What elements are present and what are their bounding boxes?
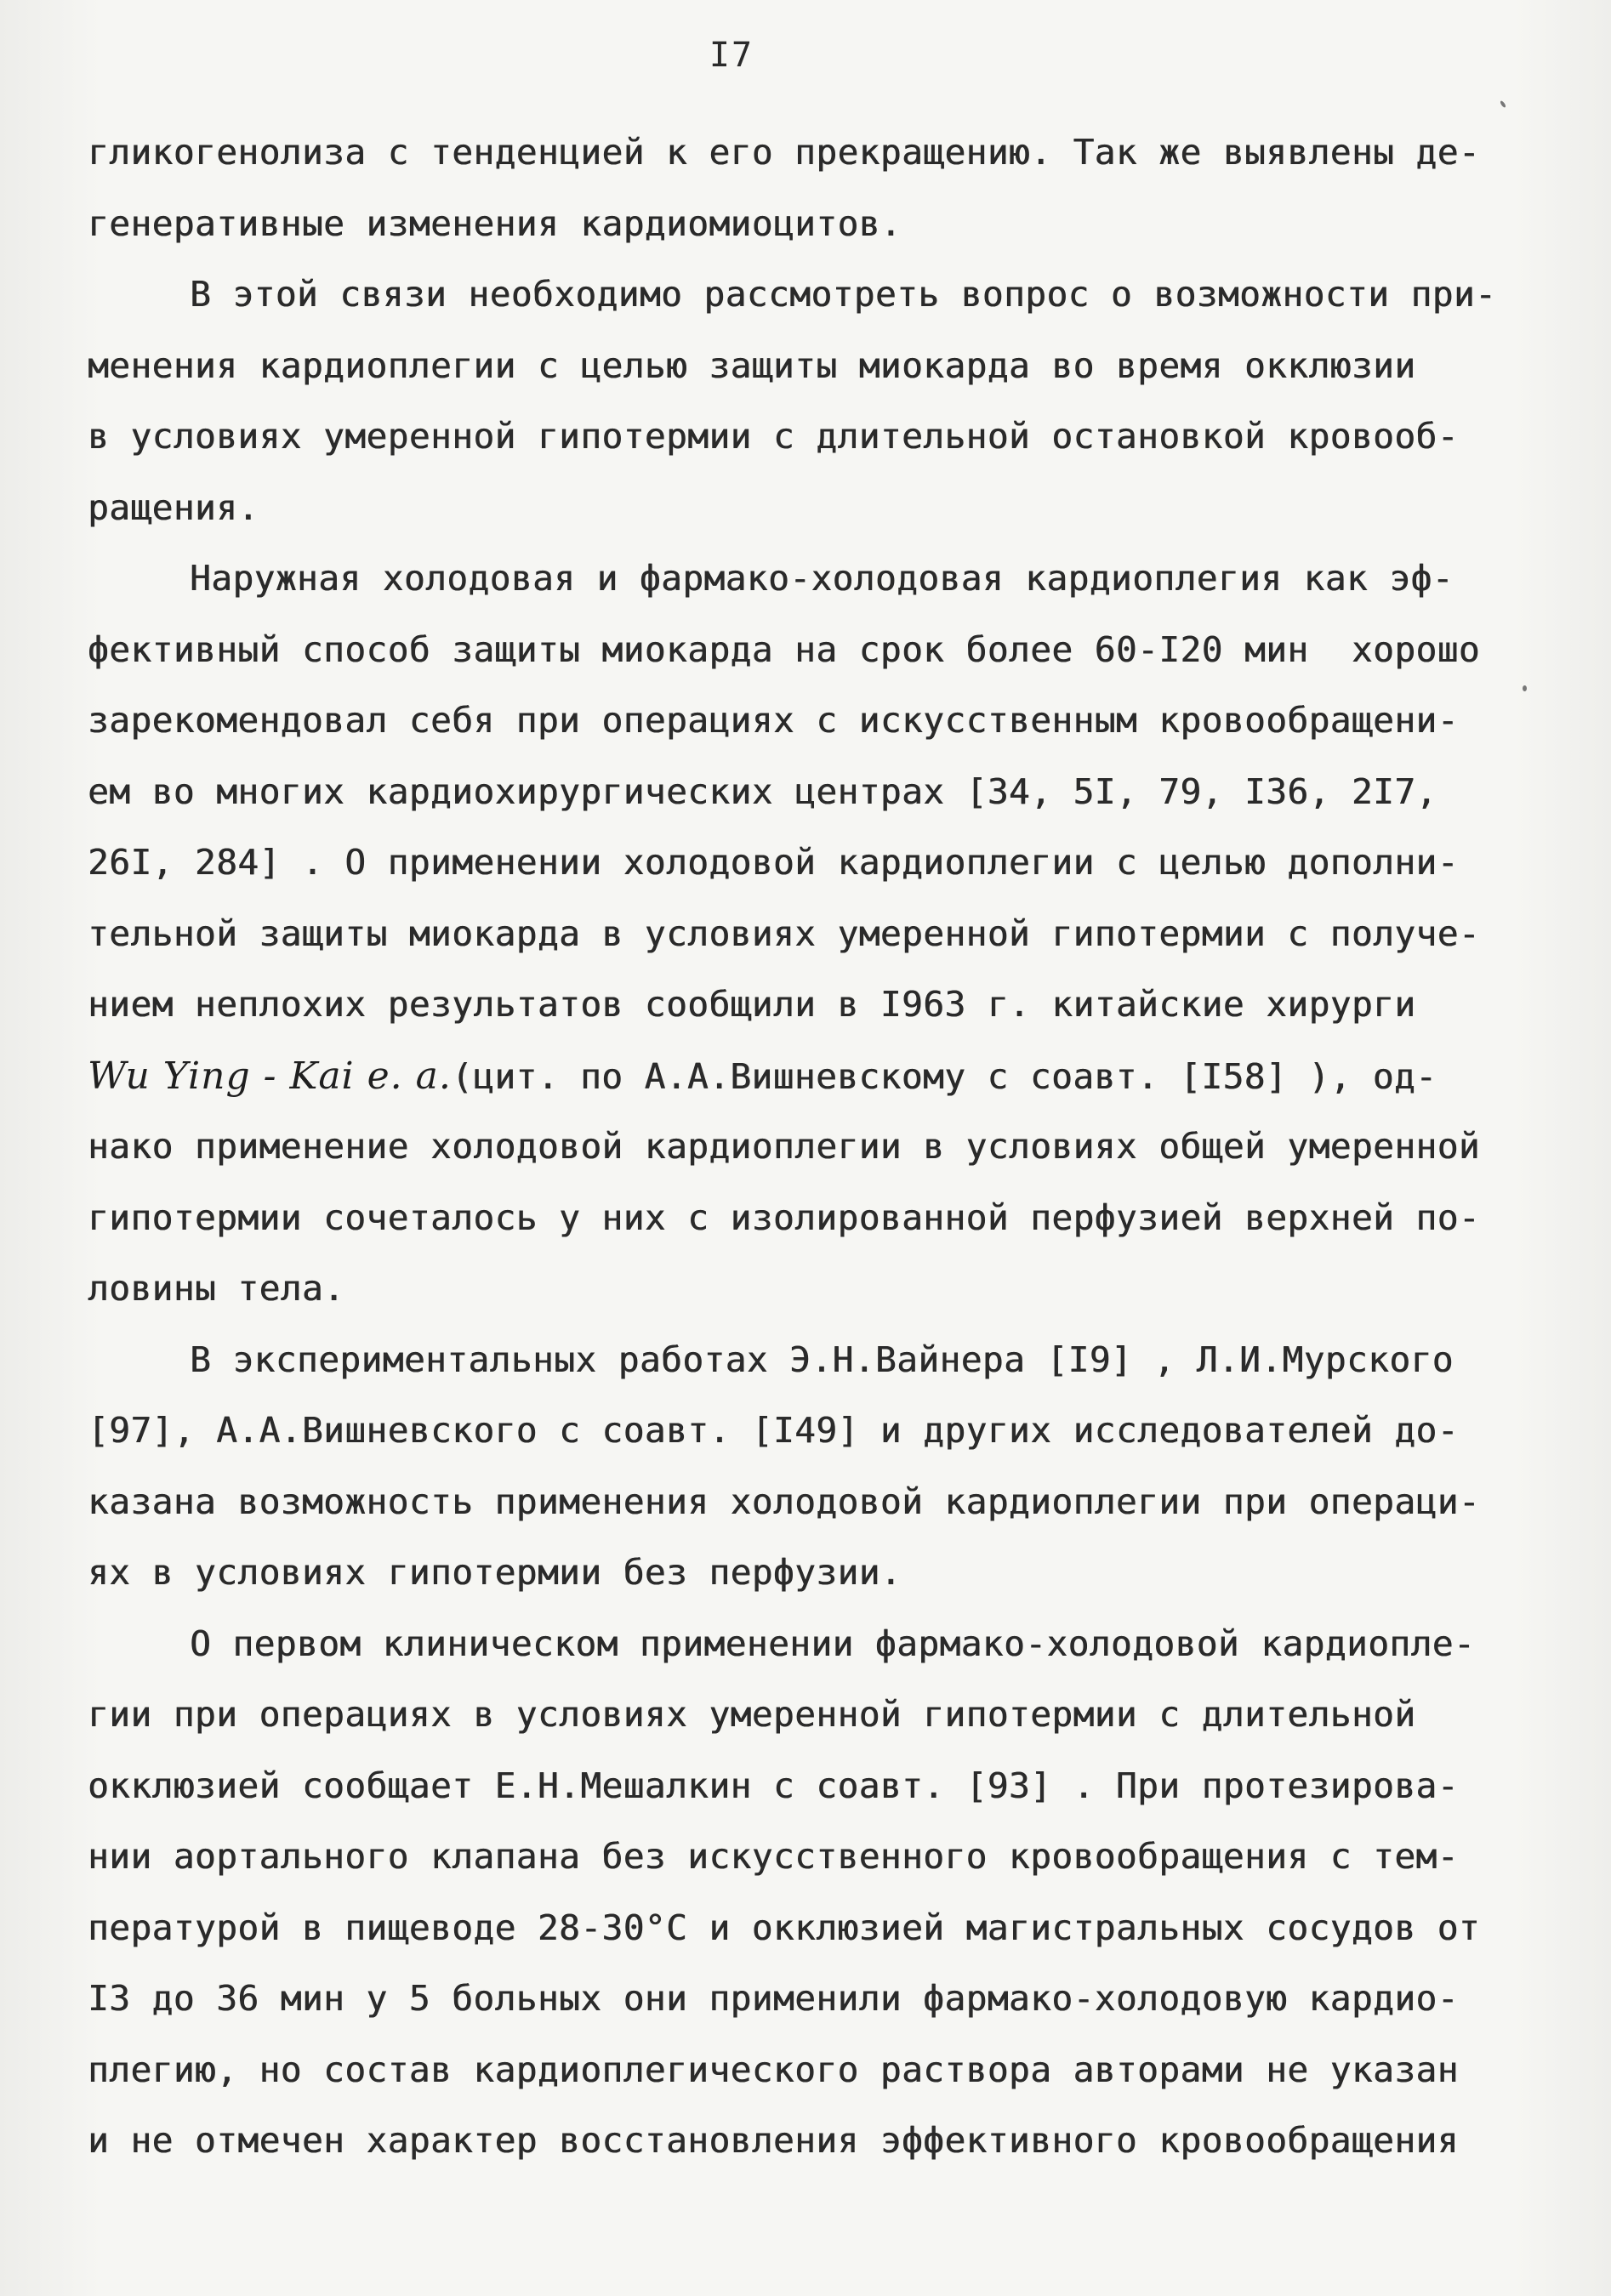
scan-speck bbox=[1500, 100, 1506, 109]
text-line: [97], А.А.Вишневского с соавт. [I49] и других исследователей до- bbox=[88, 1410, 1459, 1451]
text-line: и не отмечен характер восстановления эффективного кровообращения bbox=[88, 2120, 1459, 2161]
text-line: в условиях умеренной гипотермии с длительной остановкой кровооб- bbox=[88, 416, 1459, 457]
text-line: Наружная холодовая и фармако-холодовая кардиоплегия как эф- bbox=[190, 558, 1454, 599]
handwritten-author-name: Wu Ying - Kai e. a. bbox=[88, 1054, 452, 1098]
text-line-remainder: (цит. по А.А.Вишневскому с соавт. [I58] ), од- bbox=[451, 1055, 1437, 1097]
text-line: нием неплохих результатов сообщили в I963 г. китайские хирурги bbox=[88, 984, 1416, 1025]
text-line: казана возможность применения холодовой кардиоплегии при операци- bbox=[88, 1480, 1480, 1522]
text-line: окклюзией сообщает Е.Н.Мешалкин с соавт. [93] . При протезирова- bbox=[88, 1765, 1459, 1806]
text-line: плегию, но состав кардиоплегического раствора авторами не указан bbox=[88, 2049, 1459, 2090]
text-line: гипотермии сочеталось у них с изолированной перфузией верхней по- bbox=[88, 1196, 1480, 1238]
text-line: тельной защиты миокарда в условиях умеренной гипотермии с получе- bbox=[88, 912, 1480, 954]
text-line: В экспериментальных работах Э.Н.Вайнера [I9] , Л.И.Мурского bbox=[190, 1338, 1454, 1380]
text-line: зарекомендовал себя при операциях с искусственным кровообращени- bbox=[88, 700, 1459, 741]
text-line: I3 до 36 мин у 5 больных они применили фармако-холодовую кардио- bbox=[88, 1978, 1459, 2019]
text-line: гликогенолиза с тенденцией к его прекращению. Так же выявлены де- bbox=[88, 132, 1480, 173]
scan-speck bbox=[1523, 685, 1527, 691]
text-line: ях в условиях гипотермии без перфузии. bbox=[88, 1552, 902, 1593]
text-line: ращения. bbox=[88, 486, 259, 528]
text-line: ловины тела. bbox=[88, 1268, 345, 1309]
text-line: В этой связи необходимо рассмотреть вопрос о возможности при- bbox=[190, 274, 1497, 315]
text-line: ем во многих кардиохирургических центрах [34, 5I, 79, I36, 2I7, bbox=[88, 770, 1437, 812]
page-number: I7 bbox=[709, 36, 754, 75]
text-line: О первом клиническом применении фармако-холодовой кардиопле- bbox=[190, 1623, 1476, 1664]
text-line: 26I, 284] . О применении холодовой кардиоплегии с целью дополни- bbox=[88, 842, 1459, 883]
text-line: менения кардиоплегии с целью защиты миокарда во время окклюзии bbox=[88, 344, 1416, 386]
text-line: гии при операциях в условиях умеренной гипотермии с длительной bbox=[88, 1694, 1416, 1735]
text-line: нии аортального клапана без искусственного кровообращения с тем- bbox=[88, 1836, 1459, 1877]
body-text bbox=[88, 117, 1497, 2177]
text-line: фективный способ защиты миокарда на срок более 60-I20 мин хорошо bbox=[88, 628, 1480, 670]
text-line: генеративные изменения кардиомиоцитов. bbox=[88, 202, 902, 244]
text-line: пературой в пищеводе 28-30°С и окклюзией магистральных сосудов от bbox=[88, 1907, 1480, 1948]
text-line-with-handwriting bbox=[88, 1041, 1483, 1112]
text-line: нако применение холодовой кардиоплегии в условиях общей умеренной bbox=[88, 1126, 1480, 1167]
